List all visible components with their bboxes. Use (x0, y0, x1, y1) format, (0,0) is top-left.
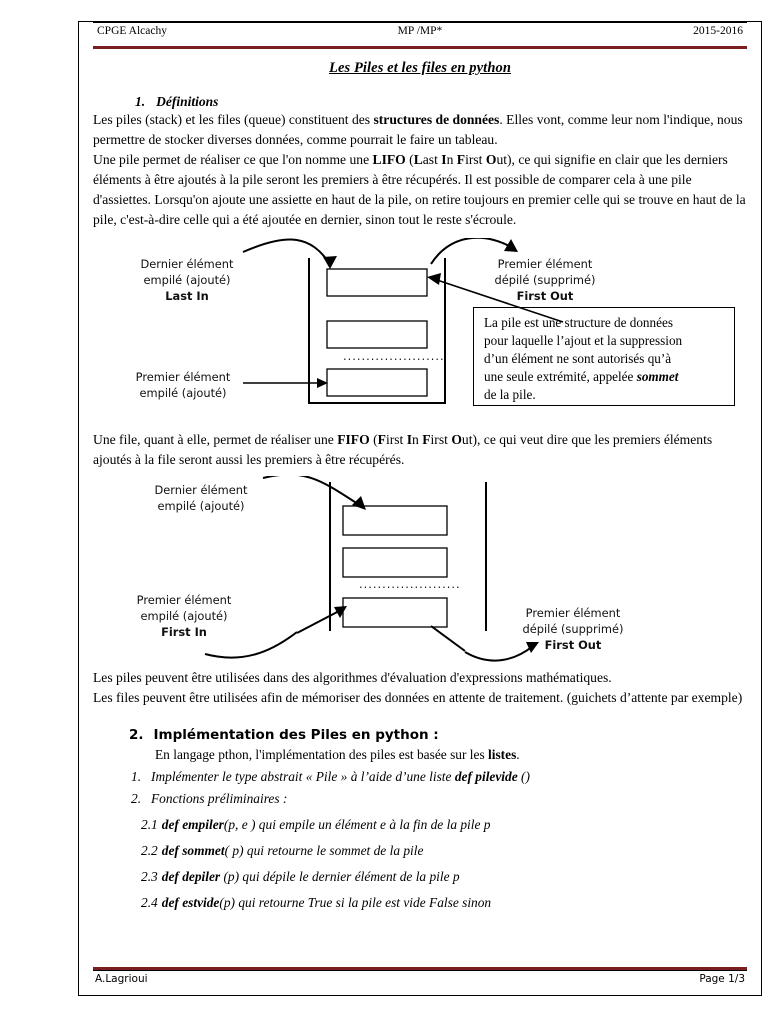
document-title: Les Piles et les files en python (328, 60, 511, 76)
fifo-paren: ( (369, 431, 378, 447)
queue-first-out-arrow-line (431, 626, 465, 651)
figure-queue-fifo (93, 476, 747, 668)
stack-first-out-arrowhead (427, 273, 441, 285)
impl-intro (155, 747, 747, 763)
queue-label-last-added-line1: Dernier élément (154, 482, 248, 497)
queue-label-first-out-line3: First Out (544, 638, 602, 653)
header-year: 2015-2016 (693, 25, 743, 37)
figure-stack-lifo (93, 238, 747, 430)
stack-callout-line1: La pile est une structure de données (484, 314, 673, 330)
stack-box-bottom (327, 369, 427, 396)
fifo-text1: Une file, quant à elle, permet de réaliser une (93, 431, 338, 447)
stack-ellipsis: ...................... (343, 348, 445, 363)
function-item (141, 817, 747, 833)
fifo-acronym: FIFO (337, 431, 370, 447)
intro-a-text1: Les piles (stack) et les files (queue) constituent des (93, 112, 374, 127)
task-1-text: Implémenter le type abstrait « Pile » à l’aide d’une liste (151, 768, 455, 784)
task-2-number: 2. (131, 790, 142, 806)
function-2-3-def: def depiler (161, 868, 221, 884)
queue-label-first-out-line2: dépilé (supprimé) (522, 621, 624, 636)
function-item (141, 895, 747, 911)
fifo-i: I (406, 431, 413, 447)
queue-label-first-out-line1: Premier élément (525, 605, 621, 620)
header-institution: CPGE Alcachy (97, 25, 167, 37)
queue-box-middle (343, 548, 447, 577)
section-1-heading (135, 94, 747, 110)
page-content (79, 22, 761, 995)
paragraph-intro-b (93, 150, 747, 230)
header-class: MP /MP* (397, 25, 443, 37)
function-2-3-rest: (p) qui dépile le dernier élément de la pile p (220, 868, 460, 884)
lifo-ut: ut (496, 151, 508, 167)
stack-callout-box (473, 307, 735, 406)
function-2-4-rest: (p) qui retourne True si la pile est vide False sinon (219, 894, 492, 910)
queue-label-first-in (111, 592, 257, 641)
fifo-text2: ), ce qui veut dire que les premiers éléments ajoutés à la file seront aussi les premiers à être récupérés. (93, 431, 713, 467)
stack-label-first-in (113, 369, 253, 401)
function-2-1-number: 2.1 (141, 816, 158, 832)
page-footer (93, 970, 747, 989)
lifo-i: I (441, 151, 447, 167)
stack-label-first-out (465, 256, 625, 305)
lifo-l: L (413, 151, 423, 167)
queue-box-bottom (343, 598, 447, 627)
queue-label-last-added (131, 482, 271, 514)
stack-label-first-in-line2: empilé (ajouté) (139, 386, 227, 400)
header-rule (93, 46, 747, 49)
stack-callout-line4 (484, 368, 726, 386)
lifo-n: n (446, 151, 457, 167)
stack-box-middle (327, 321, 427, 348)
function-2-2-def: def sommet (161, 842, 225, 858)
fifo-irst1: irst (385, 431, 407, 447)
queue-label-first-in-line3: First In (161, 625, 207, 640)
section-2-heading (129, 727, 747, 743)
fifo-f1: F (377, 431, 386, 447)
function-item (141, 869, 747, 885)
task-1-number: 1. (131, 768, 142, 784)
queue-ellipsis: ...................... (359, 576, 461, 591)
task-item (131, 769, 747, 785)
fifo-o: O (451, 431, 462, 447)
stack-label-last-in-line1: Dernier élément (140, 256, 234, 271)
lifo-f: F (456, 151, 466, 167)
intro-b-text1: Une pile permet de réaliser ce que l'on nomme une (93, 151, 373, 167)
uses-line1: Les piles peuvent être utilisées dans des algorithmes d'évaluation d'expressions mathématiques. (93, 669, 612, 685)
document-page (78, 21, 762, 996)
footer-author: A.Lagrioui (95, 973, 148, 985)
function-2-4-number: 2.4 (141, 894, 158, 910)
intro-a-bold: structures de données (373, 112, 500, 127)
queue-label-first-in-line2: empilé (ajouté) (140, 608, 228, 623)
paragraph-uses (93, 668, 747, 708)
task-2-text: Fonctions préliminaires : (151, 790, 288, 806)
section-1-title: Définitions (156, 94, 219, 109)
lifo-ast: ast (422, 151, 442, 167)
lifo-o: O (485, 151, 497, 167)
lifo-paren: ( (405, 151, 414, 167)
section-2-title: Implémentation des Piles en python : (153, 726, 439, 743)
queue-label-last-added-line2: empilé (ajouté) (157, 498, 245, 513)
stack-label-first-out-line2: dépilé (supprimé) (494, 273, 596, 287)
stack-label-last-in (117, 256, 257, 305)
queue-first-in-arrow-line (297, 610, 341, 633)
lifo-irst: irst (465, 151, 486, 167)
function-2-2-rest: ( p) qui retourne le sommet de la pile (224, 842, 424, 858)
paragraph-intro-a (93, 110, 747, 150)
fifo-ut: ut (461, 431, 473, 447)
lifo-acronym: LIFO (372, 151, 406, 167)
fifo-n: n (412, 431, 423, 447)
function-item (141, 843, 747, 859)
page-footer-wrapper (93, 966, 747, 989)
queue-box-top (343, 506, 447, 535)
stack-label-last-in-line3: Last In (165, 289, 209, 304)
intro-a-text2: . Elles vont, comme leur nom l'indique, nous permettre de stocker diverses données, comme pourrait le faire un tableau. (93, 112, 743, 147)
impl-intro-text1: En langage pthon, l'implémentation des piles est basée sur les (155, 746, 489, 762)
paragraph-fifo (93, 430, 747, 470)
stack-label-first-out-line1: Premier élément (497, 256, 593, 271)
page-header (93, 22, 747, 45)
task-item (131, 791, 747, 807)
task-1-def: def pilevide (454, 768, 518, 784)
queue-label-first-out (493, 605, 653, 654)
stack-callout-line2: pour laquelle l’ajout et la suppression (484, 332, 683, 348)
impl-intro-bold: listes (488, 746, 517, 762)
stack-label-first-in-line1: Premier élément (135, 369, 231, 384)
section-1-number: 1. (135, 94, 146, 109)
function-2-2-number: 2.2 (141, 842, 158, 858)
uses-line2: Les files peuvent être utilisées afin de mémoriser des données en attente de traitement. (guichets d’attente par exemple) (93, 689, 743, 705)
intro-b-text2: ), ce qui signifie en clair que les derniers éléments à être ajoutés à la pile seront les premiers à être récupérés. Il est possible de comparer cela à une pile d'assiettes. Lorsqu'on ajoute une assiette en haut de la pile, on retire toujours en premier celle qui se trouve en haut de la pile, c'est-à-dire celle qui a été ajoutée en dernier, sinon tout le reste s'écroule. (93, 151, 746, 227)
stack-callout-sommet: sommet (636, 368, 679, 384)
queue-enqueue-arrow (263, 476, 361, 506)
section-2-number: 2. (129, 726, 144, 743)
stack-push-arrowhead (323, 256, 337, 269)
stack-callout-line5: de la pile. (484, 386, 536, 402)
function-2-4-def: def estvide (161, 894, 220, 910)
function-2-3-number: 2.3 (141, 868, 158, 884)
stack-callout-line3: d’un élément ne sont autorisés qu’à (484, 350, 672, 366)
stack-box-top (327, 269, 427, 296)
fifo-f2: F (422, 431, 431, 447)
stack-label-last-in-line2: empilé (ajouté) (143, 273, 231, 287)
footer-page-number: Page 1/3 (699, 973, 745, 985)
stack-label-first-out-line3: First Out (516, 289, 574, 304)
stack-callout-line4-text: une seule extrémité, appelée (484, 368, 637, 384)
function-2-1-def: def empiler (161, 816, 224, 832)
impl-intro-text2: . (516, 746, 520, 762)
function-2-1-rest: (p, e ) qui empile un élément e à la fin de la pile p (223, 816, 491, 832)
queue-label-first-in-line1: Premier élément (136, 592, 232, 607)
task-1-suffix: () (517, 768, 530, 784)
fifo-irst2: irst (430, 431, 452, 447)
